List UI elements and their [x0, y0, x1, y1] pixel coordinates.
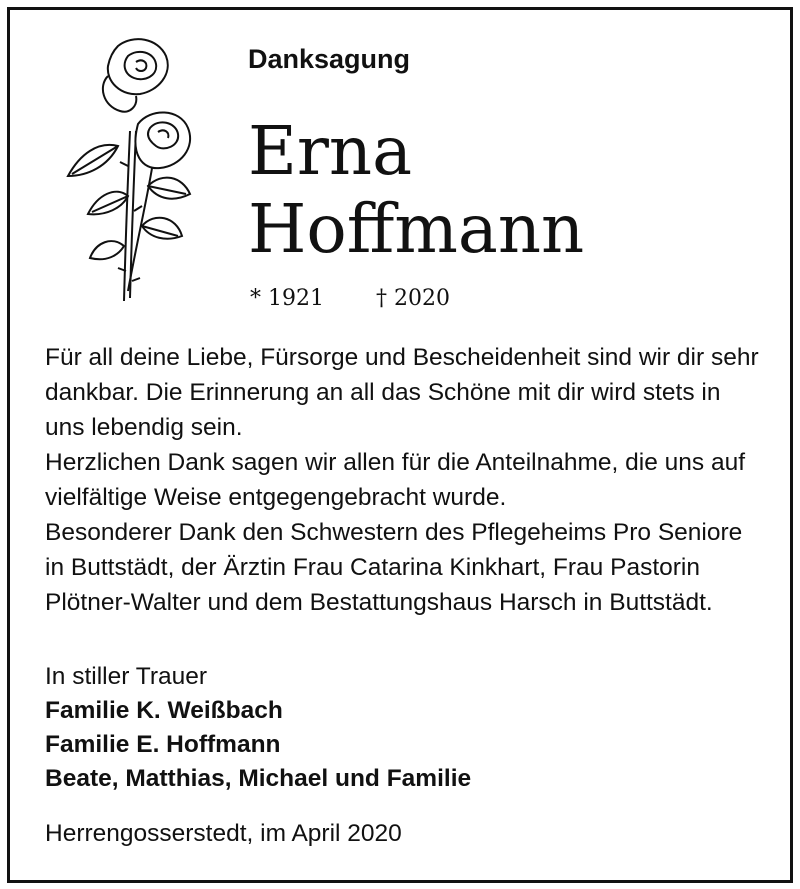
deceased-first-name: Erna [248, 112, 413, 190]
mourning-line: In stiller Trauer [45, 663, 208, 690]
thanks-paragraph: Herzlichen Dank sagen wir allen für die Anteilnahme, die uns auf vielfältige Weise entgegengebracht wurde. [45, 449, 746, 511]
thanks-paragraph: Für all deine Liebe, Fürsorge und Bescheidenheit sind wir dir sehr dankbar. Die Erinnerung an all das Schöne mit dir wird stets in uns lebendig sein. [45, 344, 759, 441]
rose-icon [58, 36, 198, 306]
birth-year: * 1921 [250, 286, 324, 311]
place-date: Herrengosserstedt, im April 2020 [45, 820, 402, 847]
notice-heading: Danksagung [248, 44, 411, 74]
signoff-block [45, 660, 765, 796]
deceased-last-name: Hoffmann [248, 190, 585, 268]
family-name: Familie K. Weißbach [45, 697, 283, 724]
family-name: Beate, Matthias, Michael und Familie [45, 765, 472, 792]
death-year: † 2020 [376, 286, 450, 311]
family-name: Familie E. Hoffmann [45, 731, 281, 758]
thanks-paragraph: Besonderer Dank den Schwestern des Pflegeheims Pro Seniore in Buttstädt, der Ärztin Frau Catarina Kinkhart, Frau Pastorin Plötner-Walter und dem Bestattungshaus Harsch in Buttstädt. [45, 519, 743, 616]
